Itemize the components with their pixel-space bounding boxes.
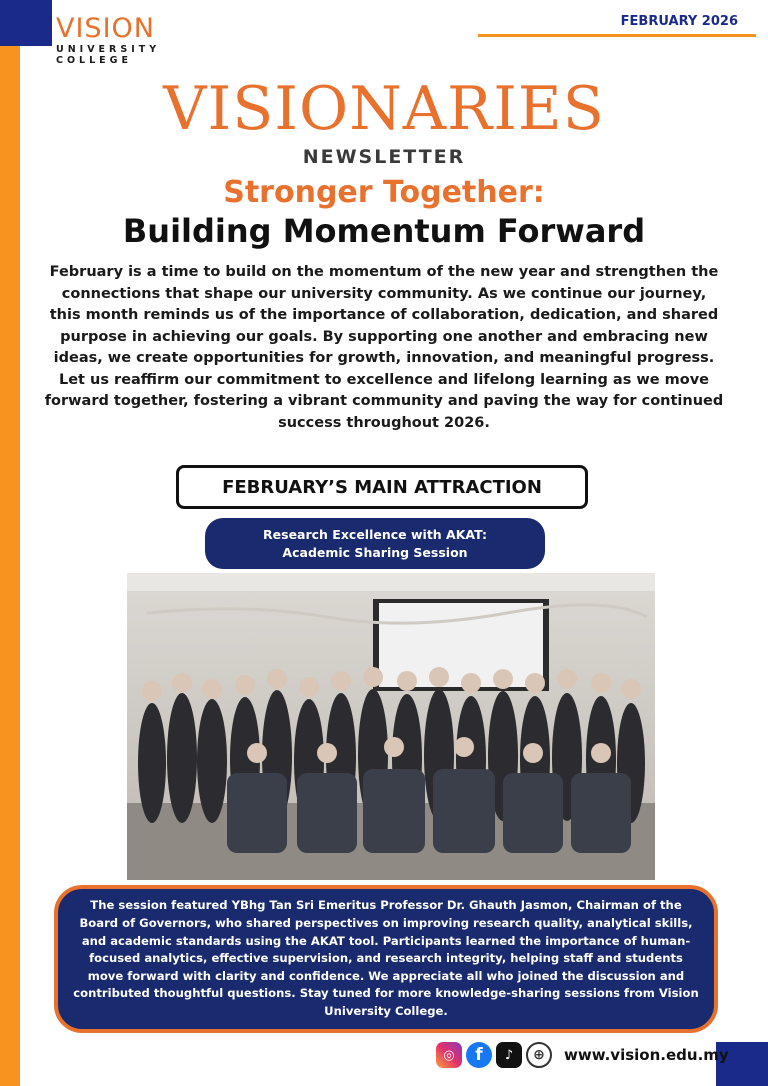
facebook-icon[interactable]: f bbox=[466, 1042, 492, 1068]
headline-line-1: Stronger Together: bbox=[223, 175, 545, 210]
headline-line-2: Building Momentum Forward bbox=[122, 212, 646, 250]
top-left-corner-block bbox=[0, 0, 52, 46]
website-link[interactable]: www.vision.edu.my bbox=[564, 1046, 729, 1064]
session-title-pill bbox=[205, 518, 545, 569]
logo-wordmark: VISION bbox=[56, 13, 155, 44]
tiktok-icon[interactable]: ♪ bbox=[496, 1042, 522, 1068]
masthead-subtitle: NEWSLETTER bbox=[302, 146, 466, 168]
instagram-icon[interactable]: ◎ bbox=[436, 1042, 462, 1068]
masthead-title: VISIONARIES bbox=[163, 74, 605, 144]
date-underline bbox=[478, 34, 756, 37]
session-description-box bbox=[54, 885, 718, 1033]
logo-subline-2: COLLEGE bbox=[56, 55, 132, 66]
globe-icon[interactable]: ⊕ bbox=[526, 1042, 552, 1068]
main-attraction-label: FEBRUARY’S MAIN ATTRACTION bbox=[176, 465, 588, 509]
session-title-line-1: Research Excellence with AKAT: bbox=[263, 526, 487, 542]
session-title-line-2: Academic Sharing Session bbox=[282, 544, 468, 560]
intro-paragraph: February is a time to build on the momentum of the new year and strengthen the connections that shape our university community. As we continue our journey, this month reminds us of the importance of collaboration, dedication, and shared purpose in achieving our goals. By supporting one another and embracing new ideas, we create opportunities for growth, innovation, and meaningful progress. Let us reaffirm our commitment to excellence and lifelong learning as we move forward together, fostering a vibrant community and paving the way for continued success throughout 2026. bbox=[44, 264, 724, 431]
footer-social-bar bbox=[436, 1040, 729, 1070]
group-photo bbox=[127, 573, 655, 880]
logo-subline-1: UNIVERSITY bbox=[56, 44, 161, 55]
session-description: The session featured YBhg Tan Sri Emeritus Professor Dr. Ghauth Jasmon, Chairman of the Board of Governors, who shared perspectives on improving research quality, analytical skills, and academic standards using the AKAT tool. Participants learned the importance of human-focused analytics, effective supervision, and research integrity, helping staff and students move forward with clarity and confidence. We appreciate all who joined the discussion and contributed thoughtful questions. Stay tuned for more knowledge-sharing sessions from Vision University College. bbox=[73, 898, 699, 1018]
vision-logo bbox=[56, 14, 168, 66]
issue-date: FEBRUARY 2026 bbox=[620, 14, 738, 29]
